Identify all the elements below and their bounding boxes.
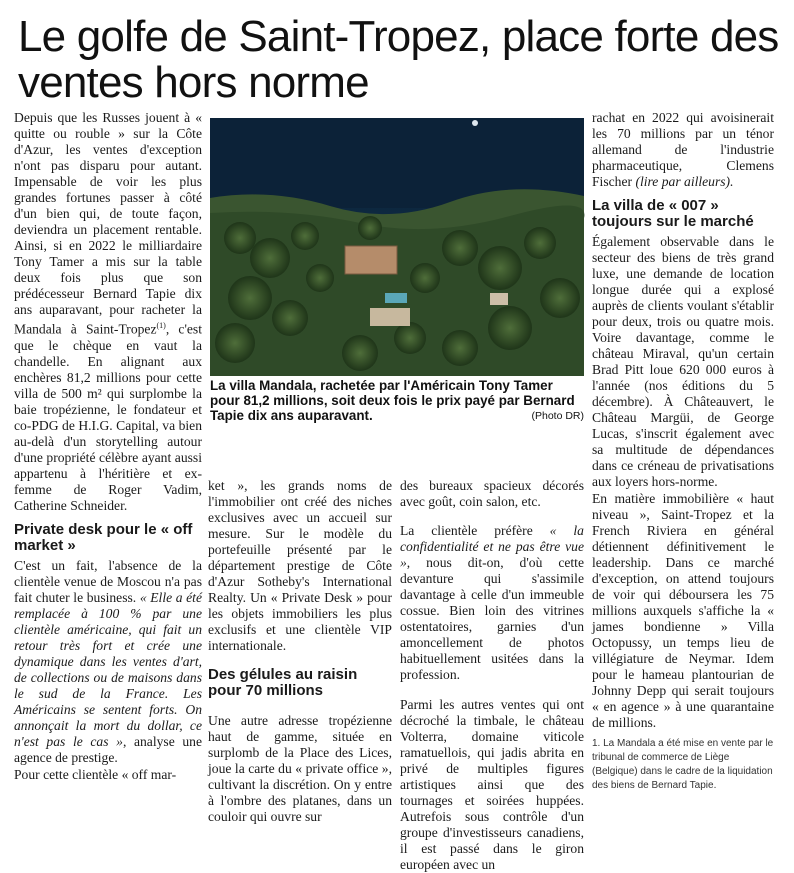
column-2 xyxy=(208,464,392,824)
text: , analyse une agence de prestige. xyxy=(14,733,202,765)
photo-caption xyxy=(210,378,584,424)
column-1 xyxy=(14,110,202,782)
paragraph xyxy=(14,110,202,514)
quote: « la confidentialité et ne pas être vue » xyxy=(400,523,584,571)
aerial-photo-illustration xyxy=(210,118,584,376)
column-4 xyxy=(592,110,774,791)
paragraph: ket », les grands noms de l'immobilier ont créé des niches exclusives avec un accueil sur mesure. Sur le modèle du portefeuille présenté par le département prestige de Côte d'Azur Sotheby's International Realty. Un « Private Desk » pour les objets immobiliers les plus exclusifs et une clientèle VIP internationale. xyxy=(208,477,392,653)
quote: « Elle a été remplacée à 100 % par une clientèle américaine, qui fait un retour très fort et crée une dynamique dans les ventes d'art, de collections ou de maisons dans le sud de la France. Les Américains se sentent forts. On annonçait la mort du dollar, ce n'est pas le cas » xyxy=(14,589,202,749)
subheading: La villa de « 007 » toujours sur le marché xyxy=(592,197,754,230)
text: C'est un fait, l'absence de la clientèle venue de Moscou n'a pas fait chuter le business. xyxy=(14,557,202,605)
paragraph: Une autre adresse tropézienne haut de gamme, située en surplomb de la Place des Lices, joue la carte du « private office », cultivant la discrétion. On y entre à l'ombre des platanes, dans un couloir qui ouvre sur xyxy=(208,712,392,824)
paragraph: Également observable dans le secteur des biens de très grand luxe, une demande de location longue durée qui a explosé auprès de clients voulant s'établir pour deux, trois ou quatre mois. Voire davantage, comme le château Miraval, qu'un certain Brad Pitt loue 620 000 euros à l'année (nos éditions du 5 décembre). À Châteauvert, le Château Margüi, de George Lucas, s'inscrit également avec sa multitude de dépendances dans ce créneau de privatisations aux loyers hors-norme. xyxy=(592,234,774,489)
footnote: 1. La Mandala a été mise en vente par le tribunal de commerce de Liège (Belgique) dans le cadre de la liquidation des biens de Bernard Tapie. xyxy=(592,738,774,791)
text: Depuis que les Russes jouent à « quitte ou rouble » sur la Côte d'Azur, les ventes d'exception n'ont pas disparu pour autant. Impensable de voir les plus grandes fortunes passer à côté d'un bien qui, de toute façon, deviendra un placement rentable. Ainsi, si en 2022 le milliardaire Tony Tamer a mis sur la table deux fois plus que son prédécesseur Bernard Tapie dix ans auparavant, pour racheter la Mandala à Saint-Tropez xyxy=(14,110,202,337)
column-3 xyxy=(400,464,584,872)
paragraph xyxy=(14,558,202,766)
cross-reference: (lire par ailleurs). xyxy=(635,174,734,189)
villa-mandala-photo xyxy=(210,118,584,376)
paragraph: Pour cette clientèle « off mar- xyxy=(14,766,177,782)
text: rachat en 2022 qui avoisinerait les 70 millions par un ténor allemand de l'industrie pharmaceutique, Clemens Fischer xyxy=(592,110,774,189)
paragraph xyxy=(592,110,774,190)
text: , c'est que le chèque en vaut la chandelle. En alignant aux enchères 81,2 millions pour cette villa de 500 m² qui surplombe la baie tropézienne, le fondateur et co-PDG de H.I.G. Capital, va bien au-delà d'un storytelling autour d'une propriété célèbre ayant aussi appartenu à l'héritière et ex-femme de Roger Vadim, Catherine Schneider. xyxy=(14,321,202,513)
paragraph: des bureaux spacieux décorés avec goût, coin salon, etc. xyxy=(400,477,584,509)
paragraph: Parmi les autres ventes qui ont décroché la timbale, le château Volterra, domaine viticole ramatuellois, qui jadis abrita en privé de multiples figures artistiques ainsi que des tournages et soirées huppées. Autrefois sous contrôle d'un groupe d'investisseurs canadiens, il est passé dans le giron européen avec un xyxy=(400,696,584,872)
caption-text: La villa Mandala, rachetée par l'Américain Tony Tamer pour 81,2 millions, soit deux fois le prix payé par Bernard Tapie dix ans auparavant. xyxy=(210,378,575,423)
paragraph xyxy=(400,523,584,683)
subheading: Private desk pour le « off market » xyxy=(14,520,193,554)
footnote-ref: (1) xyxy=(156,321,166,330)
text: La clientèle préfère xyxy=(400,523,533,539)
photo-credit: (Photo DR) xyxy=(531,410,584,422)
text: , nous dit-on, d'où cette devanture qui s'assimile davantage à celle d'un immeuble cossue. Bien loin des vitrines ostentatoires, garnies d'un amoncellement de photos habituellement usitées dans la profession. xyxy=(400,555,584,683)
subheading: Des gélules au raisin pour 70 millions xyxy=(208,666,358,700)
paragraph: En matière immobilière « haut niveau », Saint-Tropez et la French Riviera en général détiennent définitivement le leadership. Dans ce marché d'exception, on attend toujours de voir qui déboursera les 75 millions auxquels s'affiche la « james bondienne » Villa Octopussy, un temps lieu de villégiature de Neymar. Idem pour le hameau plantourian de Johnny Depp qui serait toujours « en agence » à une quarantaine de millions. xyxy=(592,491,774,730)
headline: Le golfe de Saint-Tropez, place forte des ventes hors norme xyxy=(18,12,779,107)
